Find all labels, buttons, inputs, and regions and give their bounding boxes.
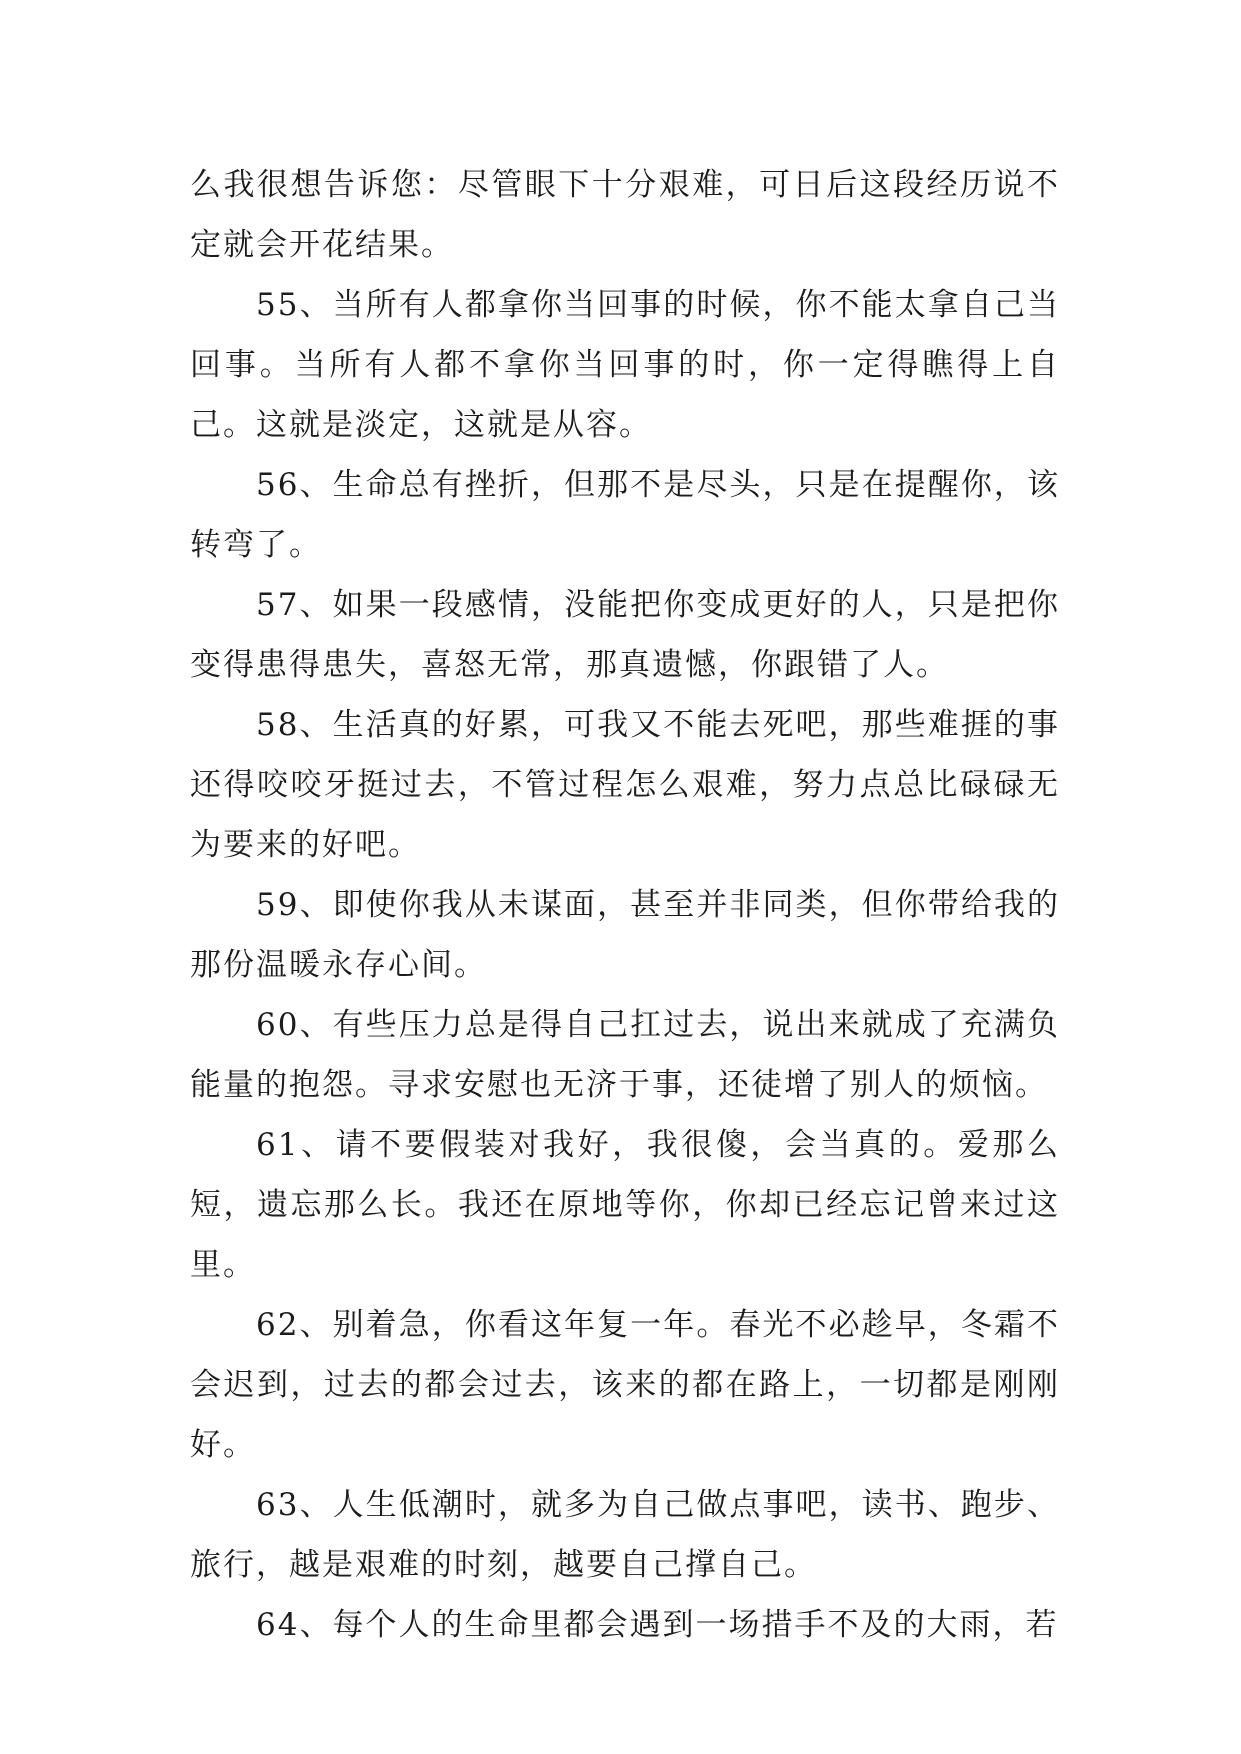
paragraph-60: 60、有些压力总是得自己扛过去，说出来就成了充满负能量的抱怨。寻求安慰也无济于事，还徒增了别人的烦恼。: [190, 1007, 1060, 1103]
paragraph-continuation: 么我很想告诉您：尽管眼下十分艰难，可日后这段经历说不定就会开花结果。: [190, 167, 1060, 263]
paragraph-61: 61、请不要假装对我好，我很傻，会当真的。爱那么短，遗忘那么长。我还在原地等你，你却已经忘记曾来过这里。: [190, 1127, 1060, 1283]
body-text: [190, 155, 1060, 1655]
paragraph-56: 56、生命总有挫折，但那不是尽头，只是在提醒你，该转弯了。: [190, 467, 1060, 563]
paragraph-58: 58、生活真的好累，可我又不能去死吧，那些难捱的事还得咬咬牙挺过去，不管过程怎么艰难，努力点总比碌碌无为要来的好吧。: [190, 707, 1060, 863]
paragraph-59: 59、即使你我从未谋面，甚至并非同类，但你带给我的那份温暖永存心间。: [190, 887, 1060, 983]
paragraph-63: 63、人生低潮时，就多为自己做点事吧，读书、跑步、旅行，越是艰难的时刻，越要自己撑自己。: [190, 1487, 1060, 1583]
paragraph-55: 55、当所有人都拿你当回事的时候，你不能太拿自己当回事。当所有人都不拿你当回事的时，你一定得瞧得上自己。这就是淡定，这就是从容。: [190, 287, 1060, 443]
paragraph-64: 64、每个人的生命里都会遇到一场措手不及的大雨，若: [256, 1607, 1059, 1643]
paragraph-62: 62、别着急，你看这年复一年。春光不必趁早，冬霜不会迟到，过去的都会过去，该来的都在路上，一切都是刚刚好。: [190, 1307, 1060, 1463]
paragraph-57: 57、如果一段感情，没能把你变成更好的人，只是把你变得患得患失，喜怒无常，那真遗憾，你跟错了人。: [190, 587, 1060, 683]
